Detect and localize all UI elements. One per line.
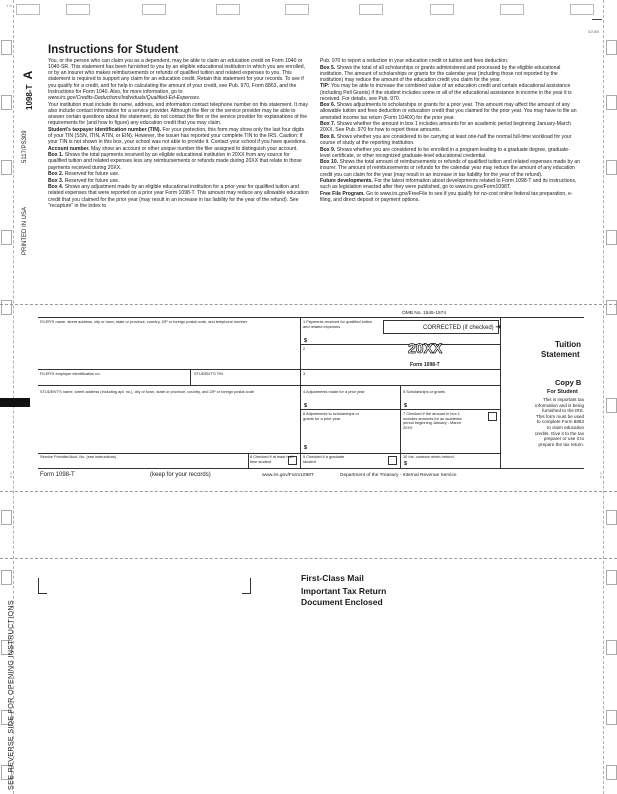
grid-line <box>500 317 501 468</box>
instruction-paragraph <box>320 178 580 190</box>
side-hole <box>606 230 617 245</box>
box9-checkbox[interactable] <box>388 456 397 465</box>
side-hole <box>1 300 12 315</box>
instruction-text: May show an account or other unique number the filer assigned to distinguish your account. <box>91 145 298 152</box>
side-hole <box>1 40 12 55</box>
instruction-heading: Box 9. <box>320 146 336 153</box>
side-small-mark: e o <box>8 472 13 478</box>
omb-number: OMB No. 1545-1574 <box>402 311 446 316</box>
perforation-line <box>0 491 617 492</box>
instruction-paragraph <box>48 171 309 177</box>
side-hole <box>606 398 617 413</box>
side-hole <box>606 640 617 655</box>
side-hole <box>606 570 617 585</box>
instruction-paragraph <box>48 184 309 209</box>
box8-label: 8 Checked if at least half-time student <box>250 454 294 464</box>
box9-label: 9 Checked if a graduate student <box>303 454 345 464</box>
title-tuition: Tuition <box>555 340 582 349</box>
form-name: Form 1098-T <box>410 362 440 368</box>
box6-label: 6 Adjustments to scholarships or grants for a prior year <box>303 411 360 421</box>
instruction-paragraph <box>320 58 580 64</box>
side-hole <box>606 40 617 55</box>
mailer-document: Document Enclosed <box>301 597 383 607</box>
grid-line <box>400 385 401 468</box>
instruction-paragraph <box>48 127 309 145</box>
perforation-line <box>0 304 617 305</box>
copy-text: This is important tax information and is being furnished to the IRS. This form must be used to complete Form 8863 to claim education credits. Give it to the tax preparer or use it to prepare the tax return. <box>534 397 584 447</box>
side-hole <box>1 510 12 525</box>
student-address-label: STUDENT'S name, street address (including apt. no.), city or town, state or province, country, and ZIP or foreign postal code <box>40 389 255 394</box>
form-top-line <box>38 317 584 318</box>
arrow-right-icon: ➔ <box>495 324 502 331</box>
instruction-heading: Box 8. <box>320 133 336 140</box>
top-left-code: 1 8 <box>6 3 12 8</box>
grid-line <box>38 385 500 386</box>
black-strip <box>0 398 30 407</box>
instruction-heading: Box 3. <box>48 177 64 184</box>
instruction-heading: Box 5. <box>320 64 336 71</box>
instructions-right-column <box>320 58 580 204</box>
instruction-text: For your protection, this form may show only the last four digits of your TIN (SSN, ITIN, ATIN, or EIN). However, the issuer has reported your complete TIN to the IRS. Caution: If your TIN is not shown in this box, your school was not able to provide it. Contact your school if you have questions. <box>48 126 307 146</box>
instruction-heading: TIP: <box>320 83 330 90</box>
side-hole <box>1 570 12 585</box>
box1-dollar: $ <box>304 338 308 344</box>
footer-department: Department of the Treasury - Internal Revenue Service <box>340 473 457 478</box>
side-hole <box>1 230 12 245</box>
instruction-paragraph <box>48 146 309 152</box>
instruction-text: Shows whether you are considered to be enrolled in a program leading to a graduate degree, graduate-level certificate, or other recognized graduate-level educational credential. <box>320 146 570 159</box>
instruction-paragraph <box>48 178 309 184</box>
instruction-text: Reserved for future use. <box>64 171 120 178</box>
instruction-heading: Box 2. <box>48 171 64 178</box>
instruction-text: Shows the total amount of reimbursements or refunds of qualified tuition and related expenses made by an insurer. The amount of reimbursements or refunds for the calendar year may reduce the amount of any education credit you can claim for the year (may result in an increase in tax liability for the year of the refund). <box>320 159 580 178</box>
instruction-paragraph <box>48 95 309 101</box>
corrected-text: CORRECTED (if checked) <box>423 325 494 331</box>
perforation-box <box>66 4 90 15</box>
box10-label: 10 Ins. contract reimb./refund <box>403 454 454 459</box>
grid-line <box>300 344 500 345</box>
address-window-corner-right <box>242 578 251 594</box>
footer-url: www.irs.gov/Form1098T <box>262 473 314 478</box>
copy-subtitle: For Student <box>547 389 578 395</box>
perforation-box <box>216 4 240 15</box>
instruction-text: Pub. 970 to report a reduction in your education credit or tuition and fees deduction. <box>320 58 509 64</box>
box5-dollar: $ <box>404 403 408 409</box>
instruction-paragraph <box>320 147 580 159</box>
footer-keep: (keep for your records) <box>150 472 211 478</box>
right-perforation <box>603 0 604 794</box>
top-right-code: 52085 <box>588 29 600 34</box>
form-tag-vertical <box>21 71 35 110</box>
box10-dollar: $ <box>404 461 408 467</box>
side-small-mark: e o <box>598 472 603 478</box>
instruction-paragraph <box>320 134 580 146</box>
grid-line <box>248 453 249 468</box>
corrected-label[interactable] <box>423 323 501 331</box>
instruction-text: Reserved for future use. <box>64 177 120 184</box>
form-tag-number: 1098-T <box>25 84 34 110</box>
instruction-heading: Box 4. <box>48 184 64 191</box>
box1-label: 1 Payments received for qualified tuition and related expenses <box>303 319 372 329</box>
printed-code: 5117/PS309 <box>22 130 28 163</box>
side-hole <box>1 160 12 175</box>
side-hole <box>606 765 617 780</box>
instruction-text: Shows the total payments received by an eligible educational institution in 20XX from any source for qualified tuition and related expenses less any reimbursements or refunds made during 20XX that relate to those payments received during 20XX. <box>48 152 302 171</box>
box6-dollar: $ <box>304 445 308 451</box>
instruction-heading: Box 6. <box>320 102 336 109</box>
instruction-heading: Account number. <box>48 145 90 152</box>
instruction-paragraph <box>320 159 580 177</box>
box7-label: 7 Checked if the amount in box 1 includes amounts for an academic period beginning January - March 20XX <box>403 411 463 430</box>
box3-label: 3 <box>303 371 306 376</box>
service-provider-label: Service Provider/Acct. No. (see instructions) <box>40 454 117 459</box>
perforation-box <box>570 4 594 15</box>
instruction-heading: Future developments. <box>320 178 373 185</box>
box8-checkbox[interactable] <box>288 456 297 465</box>
student-tin-label: STUDENT'S TIN <box>194 371 223 376</box>
printed-in: PRINTED IN USA <box>22 206 28 255</box>
instruction-paragraph <box>48 58 309 95</box>
instruction-text: Shows any adjustment made by an eligible educational institution for a prior year for qualified tuition and related expenses that were reported on a prior year Form 1098-T. This amount may reduce any allowable education credit that you claimed for the prior year (may result in an increase in tax liability for the year of the refund). See "recapture" in the index to <box>48 184 309 209</box>
title-statement: Statement <box>541 350 580 359</box>
instruction-link[interactable]: www.irs.gov/Credits-Deductions/Individuals/Qualified-Ed-Expenses. <box>48 95 201 102</box>
instruction-text: Shows the total of all scholarships or grants administered and processed by the eligible educational institution. The amount of scholarships or grants for the calendar year (including those not reported by the institution) may reduce the amount of the education credit you claim for the year. <box>320 64 561 83</box>
footer-form-name: Form 1098-T <box>40 472 75 478</box>
instruction-heading: Box 10. <box>320 159 339 166</box>
box4-label: 4 Adjustments made for a prior year <box>303 389 365 394</box>
perforation-box <box>142 4 166 15</box>
tax-year-text: 20XX <box>408 340 443 356</box>
instruction-text: Shows whether the amount in box 1 includes amounts for an academic period beginning January-March 20XX. See Pub. 970 for how to report these amounts. <box>320 121 571 134</box>
instruction-paragraph <box>320 83 580 101</box>
instruction-heading: Box 7. <box>320 121 336 128</box>
perforation-line <box>0 558 617 559</box>
mailer-first-class: First-Class Mail <box>301 573 364 583</box>
side-hole <box>606 510 617 525</box>
box5-label: 5 Scholarships or grants <box>403 389 445 394</box>
instruction-paragraph <box>320 191 580 203</box>
filer-name-label: FILER'S name, street address, city or town, state or province, country, ZIP or foreign postal code, and telephone number <box>40 319 248 324</box>
grid-line <box>38 369 500 370</box>
perforation-box <box>430 4 454 15</box>
instructions-title: Instructions for Student <box>48 44 179 56</box>
reverse-note: SEE REVERSE SIDE FOR OPENING INSTRUCTIONS <box>6 599 15 790</box>
box7-checkbox[interactable] <box>488 412 497 421</box>
box4-dollar: $ <box>304 403 308 409</box>
grid-line <box>300 317 301 468</box>
instruction-text: For the latest information about developments related to Form 1098-T and its instructions, such as legislation enacted after they were published, go to www.irs.gov/Form1098T. <box>320 178 577 191</box>
grid-line <box>190 369 191 385</box>
instruction-paragraph <box>48 152 309 170</box>
instruction-text: You, or the person who can claim you as a dependent, may be able to claim an education credit on Form 1040 or 1040-SR. This statement has been furnished to you by an eligible educational institution in which you are enrolled, or by an insurer who makes reimbursements or refunds of qualified tuition and related expenses to you. This statement is required to support any claim for an education credit. Retain this statement for your records. To see if you qualify for a credit, and for help in calculating the amount of your credit, see Pub. 970, Form 8863, and the Instructions for Form 1040. Also, for more information, go to <box>48 58 306 95</box>
instruction-paragraph <box>48 102 309 127</box>
perforation-box <box>16 4 40 15</box>
form-bottom-line <box>38 468 584 469</box>
side-hole <box>606 300 617 315</box>
instruction-text: You may be able to increase the combined value of an education credit and certain educational assistance (including Pell Grants) if the student includes some or all of the educational assistance in income in the year it is received. For details, see Pub. 970. <box>320 83 572 102</box>
copy-title: Copy B <box>555 378 582 387</box>
side-hole <box>606 710 617 725</box>
filer-ein-label: FILER'S employer identification no. <box>40 371 101 376</box>
side-hole <box>606 95 617 110</box>
instruction-text: Your institution must include its name, address, and information contact telephone number on this statement. It may also include contact information for a service provider. Although the filer or the service provider may be able to answer certain questions about the statement, do not contact the filer or the service provider for explanations of the requirements for (and how to figure) any education credit that you may claim. <box>48 101 309 127</box>
perforation-box <box>500 4 524 15</box>
perforation-box <box>359 4 383 15</box>
side-hole <box>1 95 12 110</box>
instruction-heading: Box 1. <box>48 152 64 159</box>
tax-year <box>408 340 442 356</box>
instruction-heading: Student's taxpayer identification number (TIN). <box>48 126 162 133</box>
perforation-box <box>285 4 309 15</box>
instruction-paragraph <box>320 102 580 120</box>
box2-label: 2 <box>303 346 306 351</box>
address-window-corner-left <box>38 578 47 594</box>
instruction-paragraph <box>320 65 580 83</box>
mailer-important: Important Tax Return <box>301 586 387 596</box>
instructions-left-column <box>48 58 309 209</box>
instruction-text: Shows whether you are considered to be carrying at least one-half the normal full-time workload for your course of study at the reporting institution. <box>320 133 572 146</box>
form-tag-letter: A <box>21 70 35 80</box>
top-right-mark <box>592 19 602 20</box>
instruction-text: Shows adjustments to scholarships or grants for a prior year. This amount may affect the amount of any allowable tuition and fees deduction or education credit that you claimed for the prior year. You may have to file an amended income tax return (Form 1040X) for the prior year. <box>320 102 577 121</box>
instruction-text: Go to www.irs.gov/FreeFile to see if you qualify for no-cost online federal tax preparation, e-filing, and direct deposit or payment options. <box>320 190 573 203</box>
instruction-paragraph <box>320 121 580 133</box>
side-hole <box>606 160 617 175</box>
instruction-heading: Free File Program. <box>320 190 365 197</box>
